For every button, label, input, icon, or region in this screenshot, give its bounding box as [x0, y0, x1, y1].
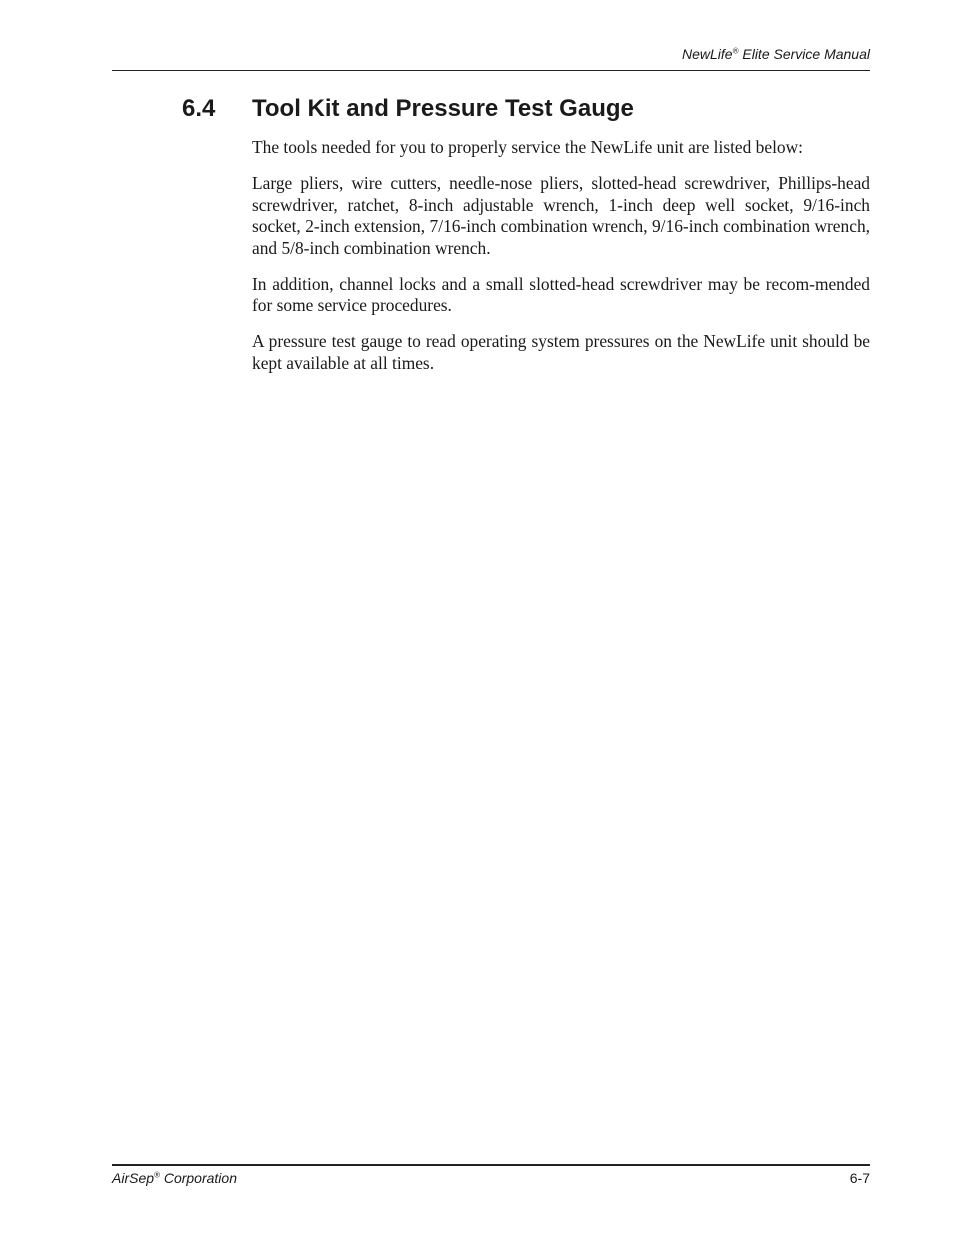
footer-company-suffix: Corporation	[159, 1170, 237, 1186]
header-registered-mark: ®	[732, 46, 739, 56]
paragraph-pressure-gauge: A pressure test gauge to read operating system pressures on the NewLife unit should be kept available at all times.	[252, 331, 870, 373]
footer-registered-mark: ®	[154, 1170, 160, 1180]
section-heading	[182, 93, 882, 125]
section-number: 6.4	[182, 95, 216, 122]
running-header	[112, 44, 870, 71]
paragraph-tool-list: Large pliers, wire cutters, needle-nose pliers, slotted-head screwdriver, Phillips-head screwdriver, ratchet, 8-inch adjustable wrench, 1-inch deep well socket, 9/16-inch socket, 2-inch extension, 7/16-inch combination wrench, 9/16-inch combination wrench, and 5/8-inch combination wrench.	[252, 173, 870, 258]
paragraph-intro: The tools needed for you to properly service the NewLife unit are listed below:	[252, 137, 804, 157]
footer-company-name: AirSep	[112, 1170, 155, 1186]
section-title: Tool Kit and Pressure Test Gauge	[252, 95, 634, 122]
section-body	[252, 137, 870, 389]
header-brand: NewLife	[681, 46, 733, 62]
running-footer	[112, 1164, 870, 1190]
footer-company	[112, 1166, 237, 1190]
page-number: 6-7	[849, 1170, 870, 1186]
header-title: Elite Service Manual	[738, 46, 870, 62]
paragraph-additional-tools: In addition, channel locks and a small slotted-head screwdriver may be recom-mended for some service procedures.	[252, 273, 870, 315]
